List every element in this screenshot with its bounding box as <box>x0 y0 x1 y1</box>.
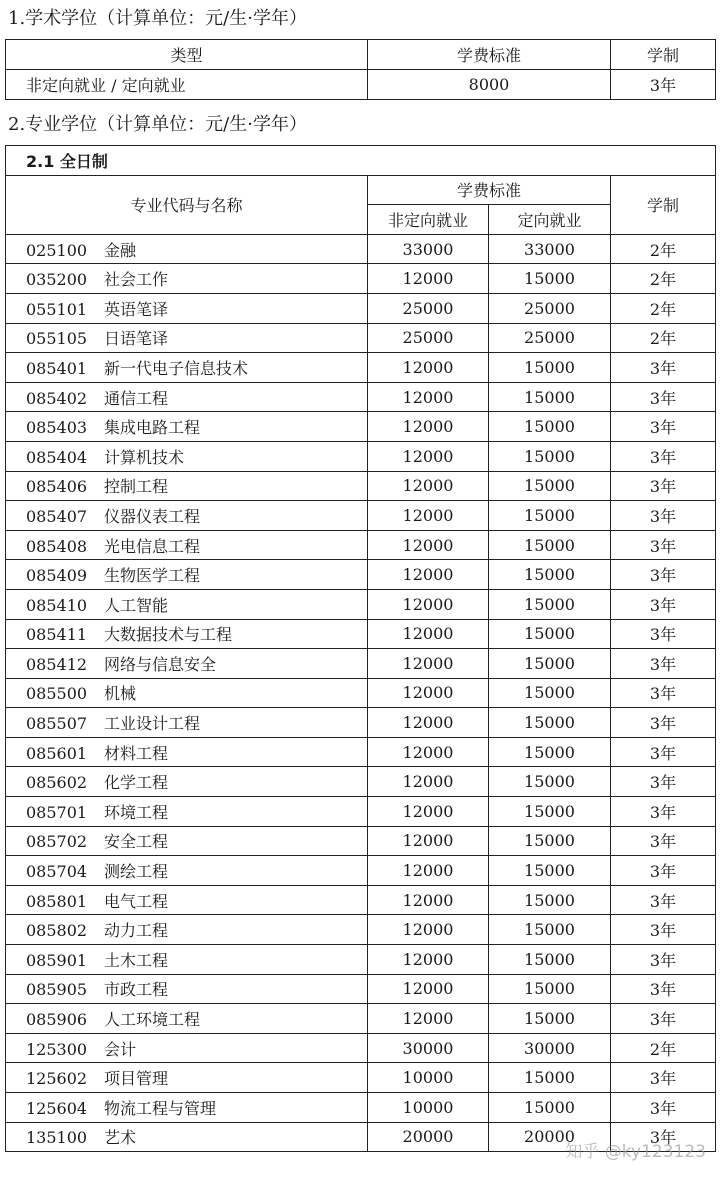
header-non-directed: 非定向就业 <box>368 205 489 235</box>
fee-directed-cell: 15000 <box>489 797 611 827</box>
duration-cell: 3年 <box>611 619 716 649</box>
program-cell <box>6 501 368 531</box>
fee-non-directed-cell: 30000 <box>368 1033 489 1063</box>
program-name: 测绘工程 <box>104 862 169 882</box>
zhihu-watermark: 知乎 @ky123123 <box>565 1142 706 1162</box>
program-cell <box>6 530 368 560</box>
fee-directed-cell: 15000 <box>489 412 611 442</box>
table-row <box>6 767 716 797</box>
fee-non-directed-cell: 12000 <box>368 767 489 797</box>
duration-cell: 3年 <box>611 1122 716 1152</box>
fee-directed-cell: 15000 <box>489 767 611 797</box>
table-row <box>6 619 716 649</box>
program-name: 环境工程 <box>104 802 169 822</box>
program-code: 135100 <box>26 1128 88 1148</box>
program-code: 085801 <box>26 891 88 911</box>
duration-cell: 2年 <box>611 323 716 353</box>
professional-degree-table <box>5 145 716 1152</box>
duration-cell: 3年 <box>611 708 716 738</box>
duration-cell: 2年 <box>611 234 716 264</box>
fee-non-directed-cell: 33000 <box>368 234 489 264</box>
fee-non-directed-cell: 12000 <box>368 974 489 1004</box>
fee-directed-cell: 15000 <box>489 708 611 738</box>
duration-cell: 2年 <box>611 264 716 294</box>
fee-directed-cell: 15000 <box>489 737 611 767</box>
duration-cell: 3年 <box>611 412 716 442</box>
duration-cell: 3年 <box>611 471 716 501</box>
fee-non-directed-cell: 12000 <box>368 264 489 294</box>
program-cell <box>6 797 368 827</box>
program-name: 日语笔译 <box>104 329 169 349</box>
table-row <box>6 708 716 738</box>
program-cell <box>6 441 368 471</box>
duration-cell: 3年 <box>611 589 716 619</box>
program-code: 025100 <box>26 240 88 260</box>
table-row <box>6 737 716 767</box>
duration-cell: 3年 <box>611 1063 716 1093</box>
program-cell <box>6 293 368 323</box>
table-row <box>6 1093 716 1123</box>
program-name: 金融 <box>104 240 137 260</box>
program-cell <box>6 826 368 856</box>
program-code: 085411 <box>26 625 88 645</box>
table-row <box>6 885 716 915</box>
program-code: 085702 <box>26 832 88 852</box>
program-code: 085404 <box>26 447 88 467</box>
program-cell <box>6 974 368 1004</box>
fee-non-directed-cell: 20000 <box>368 1122 489 1152</box>
program-code: 125602 <box>26 1069 88 1089</box>
table-header-row <box>6 175 716 205</box>
program-name: 机械 <box>104 684 137 704</box>
table-row <box>6 530 716 560</box>
table-row <box>6 826 716 856</box>
fee-non-directed-cell: 12000 <box>368 708 489 738</box>
program-cell <box>6 264 368 294</box>
program-name: 工业设计工程 <box>104 714 201 734</box>
fee-non-directed-cell: 12000 <box>368 501 489 531</box>
fee-non-directed-cell: 12000 <box>368 589 489 619</box>
program-name: 物流工程与管理 <box>104 1098 217 1118</box>
fee-directed-cell: 15000 <box>489 915 611 945</box>
header-fee: 学费标准 <box>368 40 611 70</box>
program-cell <box>6 382 368 412</box>
program-cell <box>6 678 368 708</box>
fee-non-directed-cell: 12000 <box>368 737 489 767</box>
fee-directed-cell: 15000 <box>489 560 611 590</box>
fee-non-directed-cell: 12000 <box>368 885 489 915</box>
duration-cell: 3年 <box>611 1093 716 1123</box>
program-cell <box>6 856 368 886</box>
program-cell <box>6 945 368 975</box>
fee-non-directed-cell: 12000 <box>368 560 489 590</box>
program-name: 光电信息工程 <box>104 536 201 556</box>
duration-cell: 3年 <box>611 560 716 590</box>
program-name: 安全工程 <box>104 832 169 852</box>
duration-cell: 3年 <box>611 767 716 797</box>
table-row <box>6 441 716 471</box>
program-code: 085802 <box>26 921 88 941</box>
fee-non-directed-cell: 12000 <box>368 441 489 471</box>
table-row <box>6 856 716 886</box>
program-cell <box>6 560 368 590</box>
program-name: 大数据技术与工程 <box>104 625 233 645</box>
program-cell <box>6 1093 368 1123</box>
table-row <box>6 412 716 442</box>
program-name: 动力工程 <box>104 921 169 941</box>
table-row <box>6 264 716 294</box>
fee-non-directed-cell: 12000 <box>368 382 489 412</box>
program-name: 材料工程 <box>104 743 169 763</box>
program-name: 土木工程 <box>104 950 169 970</box>
program-name: 新一代电子信息技术 <box>104 358 249 378</box>
program-name: 社会工作 <box>104 270 169 290</box>
program-code: 085901 <box>26 950 88 970</box>
program-code: 085507 <box>26 714 88 734</box>
fee-non-directed-cell: 12000 <box>368 826 489 856</box>
program-cell <box>6 649 368 679</box>
header-duration: 学制 <box>611 175 716 234</box>
duration-cell: 3年 <box>611 353 716 383</box>
program-code: 085412 <box>26 654 88 674</box>
program-code: 085906 <box>26 1010 88 1030</box>
section1-heading: 1.学术学位（计算单位：元/生·学年） <box>8 8 307 29</box>
duration-cell: 3年 <box>611 70 716 100</box>
duration-cell: 3年 <box>611 885 716 915</box>
program-name: 仪器仪表工程 <box>104 506 201 526</box>
program-code: 085601 <box>26 743 88 763</box>
program-cell <box>6 1122 368 1152</box>
fee-directed-cell: 33000 <box>489 234 611 264</box>
program-name: 通信工程 <box>104 388 169 408</box>
duration-cell: 3年 <box>611 945 716 975</box>
program-code: 085905 <box>26 980 88 1000</box>
table-row <box>6 1063 716 1093</box>
program-code: 085408 <box>26 536 88 556</box>
fee-directed-cell: 15000 <box>489 441 611 471</box>
program-code: 085602 <box>26 773 88 793</box>
program-name: 人工环境工程 <box>104 1010 201 1030</box>
program-code: 085701 <box>26 802 88 822</box>
fee-directed-cell: 15000 <box>489 678 611 708</box>
program-name: 项目管理 <box>104 1069 169 1089</box>
duration-cell: 3年 <box>611 737 716 767</box>
program-name: 市政工程 <box>104 980 169 1000</box>
table-row <box>6 560 716 590</box>
fee-directed-cell: 15000 <box>489 264 611 294</box>
fee-directed-cell: 15000 <box>489 1004 611 1034</box>
program-code: 125604 <box>26 1098 88 1118</box>
duration-cell: 3年 <box>611 501 716 531</box>
duration-cell: 3年 <box>611 974 716 1004</box>
program-code: 085704 <box>26 862 88 882</box>
program-cell <box>6 323 368 353</box>
program-cell <box>6 915 368 945</box>
program-cell <box>6 885 368 915</box>
fee-non-directed-cell: 25000 <box>368 323 489 353</box>
program-name: 会计 <box>104 1039 137 1059</box>
fee-non-directed-cell: 10000 <box>368 1093 489 1123</box>
fee-non-directed-cell: 12000 <box>368 619 489 649</box>
duration-cell: 2年 <box>611 293 716 323</box>
fee-directed-cell: 15000 <box>489 589 611 619</box>
table-row <box>6 293 716 323</box>
table-row <box>6 1122 716 1152</box>
duration-cell: 3年 <box>611 382 716 412</box>
fee-directed-cell: 25000 <box>489 293 611 323</box>
table-row <box>6 1033 716 1063</box>
table-row <box>6 353 716 383</box>
program-cell <box>6 589 368 619</box>
program-code: 035200 <box>26 270 88 290</box>
header-fee: 学费标准 <box>368 175 611 205</box>
fee-non-directed-cell: 25000 <box>368 293 489 323</box>
program-cell <box>6 1004 368 1034</box>
duration-cell: 3年 <box>611 856 716 886</box>
type-cell: 非定向就业 / 定向就业 <box>6 70 368 100</box>
table-row <box>6 974 716 1004</box>
table-row <box>6 797 716 827</box>
program-name: 艺术 <box>104 1128 137 1148</box>
fee-directed-cell: 15000 <box>489 619 611 649</box>
duration-cell: 3年 <box>611 1004 716 1034</box>
program-name: 电气工程 <box>104 891 169 911</box>
academic-degree-table <box>5 39 716 100</box>
table-row <box>6 945 716 975</box>
header-duration: 学制 <box>611 40 716 70</box>
program-code: 085402 <box>26 388 88 408</box>
subheading-row <box>6 146 716 176</box>
duration-cell: 3年 <box>611 649 716 679</box>
section2-heading: 2.专业学位（计算单位：元/生·学年） <box>8 114 307 135</box>
program-cell <box>6 412 368 442</box>
fee-directed-cell: 30000 <box>489 1033 611 1063</box>
fee-cell: 8000 <box>368 70 611 100</box>
program-cell <box>6 767 368 797</box>
program-code: 085407 <box>26 506 88 526</box>
fee-non-directed-cell: 10000 <box>368 1063 489 1093</box>
table-row <box>6 323 716 353</box>
program-name: 生物医学工程 <box>104 566 201 586</box>
duration-cell: 2年 <box>611 1033 716 1063</box>
table-row <box>6 915 716 945</box>
fee-non-directed-cell: 12000 <box>368 471 489 501</box>
program-code: 085406 <box>26 477 88 497</box>
duration-cell: 3年 <box>611 826 716 856</box>
header-name: 专业代码与名称 <box>6 175 368 234</box>
fee-directed-cell: 15000 <box>489 826 611 856</box>
fee-directed-cell: 15000 <box>489 885 611 915</box>
program-name: 计算机技术 <box>104 447 185 467</box>
fee-non-directed-cell: 12000 <box>368 1004 489 1034</box>
program-code: 085403 <box>26 418 88 438</box>
table-row <box>6 649 716 679</box>
table-row <box>6 678 716 708</box>
fee-non-directed-cell: 12000 <box>368 945 489 975</box>
program-cell <box>6 471 368 501</box>
table-row <box>6 471 716 501</box>
program-cell <box>6 1063 368 1093</box>
program-code: 055101 <box>26 299 88 319</box>
duration-cell: 3年 <box>611 530 716 560</box>
fee-directed-cell: 15000 <box>489 856 611 886</box>
program-name: 网络与信息安全 <box>104 654 217 674</box>
table-row <box>6 234 716 264</box>
program-cell <box>6 619 368 649</box>
fee-directed-cell: 15000 <box>489 649 611 679</box>
fee-directed-cell: 15000 <box>489 530 611 560</box>
fee-non-directed-cell: 12000 <box>368 856 489 886</box>
fee-directed-cell: 15000 <box>489 974 611 1004</box>
table-row <box>6 382 716 412</box>
program-name: 人工智能 <box>104 595 169 615</box>
program-name: 集成电路工程 <box>104 418 201 438</box>
header-directed: 定向就业 <box>489 205 611 235</box>
program-cell <box>6 1033 368 1063</box>
fee-non-directed-cell: 12000 <box>368 678 489 708</box>
fee-non-directed-cell: 12000 <box>368 530 489 560</box>
program-name: 控制工程 <box>104 477 169 497</box>
fee-directed-cell: 15000 <box>489 945 611 975</box>
fee-non-directed-cell: 12000 <box>368 353 489 383</box>
fee-directed-cell: 15000 <box>489 1063 611 1093</box>
table-row <box>6 501 716 531</box>
table-header-row <box>6 40 716 70</box>
program-name: 英语笔译 <box>104 299 169 319</box>
table-row <box>6 589 716 619</box>
program-code: 085401 <box>26 358 88 378</box>
program-code: 085410 <box>26 595 88 615</box>
fee-directed-cell: 15000 <box>489 1093 611 1123</box>
fee-directed-cell: 15000 <box>489 471 611 501</box>
fee-directed-cell: 15000 <box>489 353 611 383</box>
fee-non-directed-cell: 12000 <box>368 915 489 945</box>
fee-non-directed-cell: 12000 <box>368 797 489 827</box>
table-row <box>6 1004 716 1034</box>
program-cell <box>6 708 368 738</box>
program-code: 055105 <box>26 329 88 349</box>
duration-cell: 3年 <box>611 915 716 945</box>
program-cell <box>6 353 368 383</box>
fee-non-directed-cell: 12000 <box>368 649 489 679</box>
subheading-fulltime: 2.1 全日制 <box>6 146 716 176</box>
program-code: 085409 <box>26 566 88 586</box>
fee-directed-cell: 20000 <box>489 1122 611 1152</box>
table-row <box>6 70 716 100</box>
fee-non-directed-cell: 12000 <box>368 412 489 442</box>
duration-cell: 3年 <box>611 441 716 471</box>
duration-cell: 3年 <box>611 797 716 827</box>
fee-directed-cell: 15000 <box>489 501 611 531</box>
program-cell <box>6 234 368 264</box>
program-name: 化学工程 <box>104 773 169 793</box>
program-code: 085500 <box>26 684 88 704</box>
duration-cell: 3年 <box>611 678 716 708</box>
program-cell <box>6 737 368 767</box>
fee-directed-cell: 25000 <box>489 323 611 353</box>
program-code: 125300 <box>26 1039 88 1059</box>
header-type: 类型 <box>6 40 368 70</box>
fee-directed-cell: 15000 <box>489 382 611 412</box>
